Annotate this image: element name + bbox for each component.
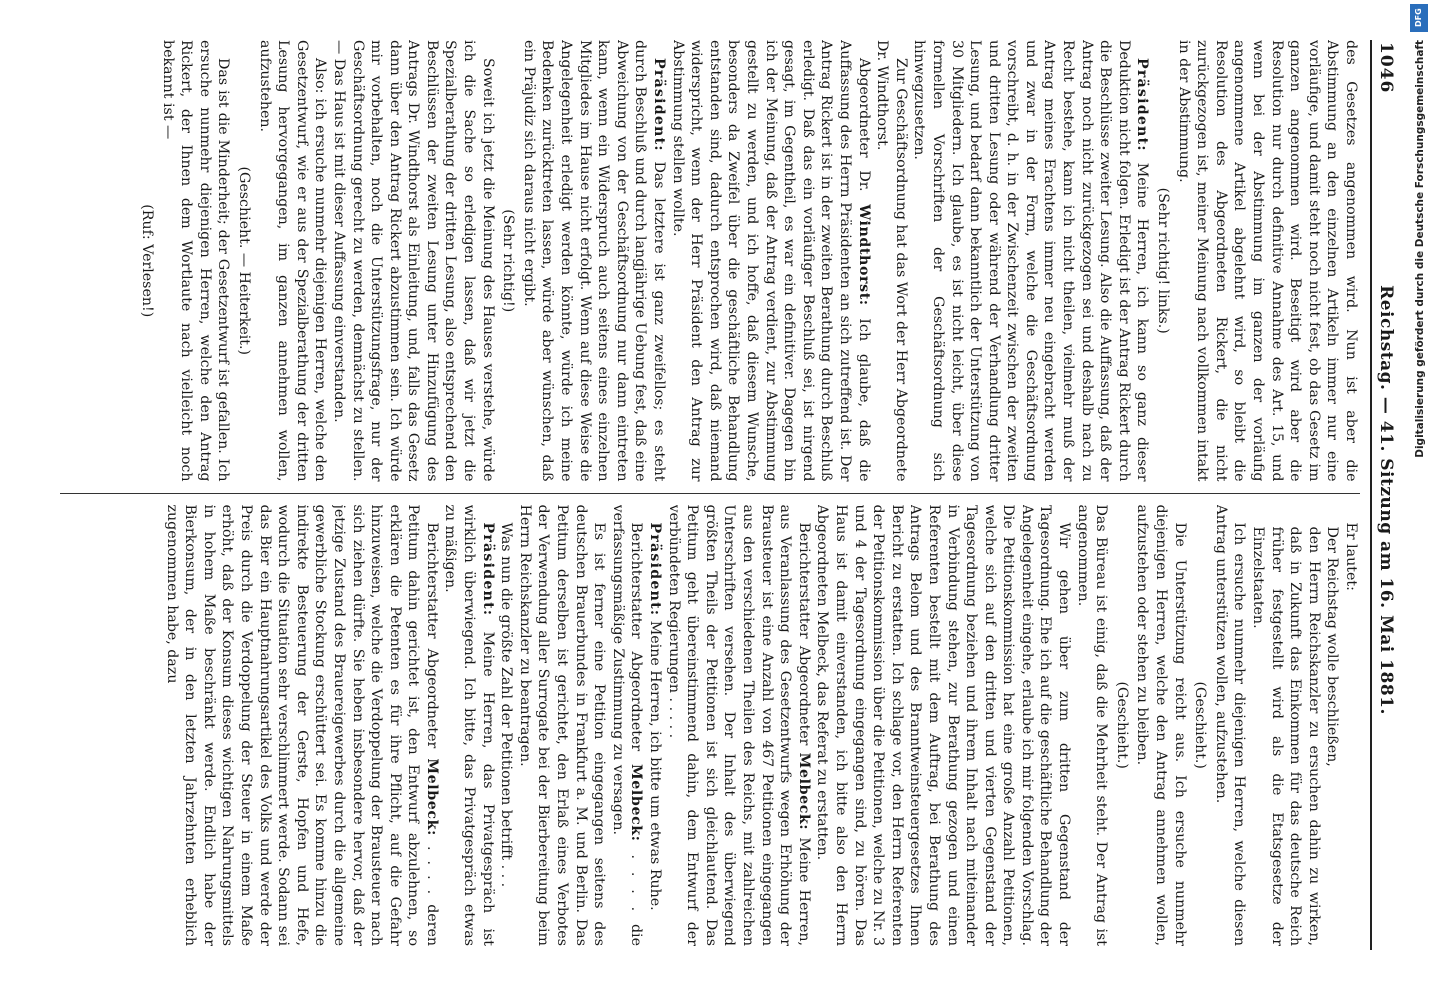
speaker-label: Präsident: bbox=[647, 522, 664, 617]
paragraph bbox=[668, 40, 873, 482]
speaker-title: Berichterstatter Abgeordneter bbox=[628, 522, 645, 764]
interjection: (Geschieht.) bbox=[1113, 681, 1130, 769]
paragraph bbox=[519, 40, 668, 482]
left-column bbox=[60, 40, 1360, 482]
quoted-motion: den Herrn Reichskanzler zu ersuchen dahin zu wirken, daß in Zukunft das Einkommen für das deutsche Reich früher festgestellt wird als die Etatsgesetze der Einzelstaaten. bbox=[1250, 526, 1322, 946]
interjection: (Sehr richtig! links.) bbox=[1155, 187, 1172, 334]
speaker-title: Berichterstatter Abgeordneter bbox=[423, 522, 440, 759]
paragraph: Es ist ferner eine Petition eingegangen seitens des deutschen Brauerbundes in Frankfurt a. M. und Berlin. Das Petitum derselben ist gerichtet, den Erlaß eines Verbotes der Verwendung aller Surrogate bei der Bierbereitung beim Herrn Reichskanzler zu beantragen. bbox=[516, 504, 608, 946]
speech-text: . . . . die verfassungsmäßige Zustimmung zu versagen. bbox=[609, 504, 645, 946]
interjection: (Ruf: Verlesen!) bbox=[139, 204, 155, 318]
speech-text: Ich glaube, daß die Auffassung des Herrn Präsidenten an sich zutreffend ist. Der Antrag Rickert ist in der zweiten Berathung durch Beschluß erledigt. Daß das ein vorläufiger Beschluß sei, ist nirgend gesagt, im Gegentheil, es war ein definitiver. Dagegen bin ich der Meinung, daß der Antrag verdient, zur Abstimmung gestellt zu werden, und ich hoffe, daß diesem Wunsche, besonders da Zweifel über die geschäftliche Behandlung entstanden sind, dadurch entsprochen wird, daß niemand widerspricht, wenn der Herr Präsident den Antrag zur Abstimmung stellen wollte. bbox=[669, 40, 872, 482]
speaker-label: Präsident: bbox=[651, 58, 668, 152]
speaker-label: Präsident: bbox=[1134, 58, 1151, 152]
page-header bbox=[1370, 0, 1396, 1000]
speech-text: Meine Herren, ich kann so ganz dieser Deduktion nicht folgen. Erledigt ist der Antrag Rickert durch die Beschlüsse zweiter Lesung. Also die Auffassung, daß der Antrag noch nicht zurückgezogen sei und deshalb nach zu Recht bestehe, kann ich nicht theilen, vielmehr muß der Antrag meines Erachtens immer neu eingebracht werden und zwar in der Form, welche die Geschäftsordnung vorschreibt, d. h. in der Zwischenzeit zwischen der zweiten und dritten Lesung oder während der Verhandlung dritter Lesung, und bedarf dann bekanntlich der Unterstützung von 30 Mitgliedern. Ich glaube, es ist nicht leicht, über diese formellen Vorschriften der Geschäftsordnung sich hinwegzusetzen. bbox=[911, 40, 1151, 482]
paragraph: des Gesetzes angenommen wird. Nun ist aber die Abstimmung an den einzelnen Artikeln immer nur eine vorläufige, und damit steht noch nicht fest, ob das Gesetz im ganzen angenommen wird. Beseitigt wird aber die Resolution nur durch definitive Annahme des Art. 15, und wenn bei der Abstimmung im ganzen der vorläufig angenommene Artikel abgelehnt wird, so bleibt die Resolution des Abgeordneten Rickert, die nicht zurückgezogen ist, meiner Meinung nach vollkommen intakt in der Abstimmung. bbox=[1175, 40, 1359, 482]
interjection: (Geschieht.) bbox=[1192, 681, 1209, 769]
paragraph: Soweit ich jetzt die Meinung des Hauses verstehe, würde ich die Sache so erledigen lassen, daß wir jetzt die Spezialberathung der dritten Lesung, also entsprechend den Beschlüssen der zweiten Lesung unter Hinzufügung des Antrags Dr. Windthorst als Einleitung, und, falls das Gesetz dann über den Antrag Rickert abzustimmen sein. Ich würde mir vorbehalten, noch die Unterstützungsfrage, nur der Geschäftsordnung gerecht zu werden, demnächst zu stellen. — Das Haus ist mit dieser Auffassung einverstanden. bbox=[330, 40, 496, 482]
quoted-motion: Der Reichstag wolle beschließen, bbox=[1324, 526, 1341, 767]
speech-text: . . . . deren Petitum dahin gerichtet ist, den Entwurf abzulehnen, so erklären die Petenten es für ihre Pflicht, auf die Gefahr hinzuweisen, welche die Verdoppelung der Brausteuer nach sich ziehen dürfte. Sie heben insbesondere hervor, daß der jetzige Zustand des Brauereigewerbes durch die allgemeine gewerbliche Stockung erschüttert sei. Es komme hinzu die indirekte Besteuerung der Gerste, Hopfen und Hefe, wodurch die Situation sehr verschlimmert werde. Sodann sei das Bier ein Hauptnahrungsartikel des Volks und werde der Preis durch die Verdoppelung der Steuer in einem Maße erhöht, daß der Konsum dieses wichtigen Nahrungsmittels in hohem Maße beschränkt werde. Endlich habe der Bierkonsum, der in den letzten Jahrzehnten erheblich zugenommen habe, dazu bbox=[163, 504, 440, 946]
speech-text: Meine Herren, aus Veranlassung des Gesetzentwurfs wegen Erhöhung der Brausteuer ist eine Anzahl von 467 Petitionen eingegangen aus den verschiedenen Theilen des Reichs, mit zahlreichen Unterschriften versehen. Der Inhalt des überwiegend größten Theils der Petitionen ist sich gleichlautend. Das Petitum geht übereinstimmend dahin, dem Entwurf der verbündeten Regierungen . . . . . bbox=[665, 504, 812, 946]
speaker-label: Windthorst: bbox=[855, 204, 872, 306]
speech-text: Das letztere ist ganz zweifellos; es steht durch Beschluß und durch langjährige Uebung fest, daß eine Abweichung von der Geschäftsordnung nur dann eintreten kann, wenn ein Widerspruch auch seitens eines einzelnen Mitgliedes im Hause nicht erfolgt. Wenn auf diese Weise die Angelegenheit erledigt werden könnte, würde ich meine Bedenken zurücktreten lassen, würde aber wünschen, daß ein Präjudiz sich daraus nicht ergibt. bbox=[520, 40, 668, 482]
paragraph: Wir gehen über zum dritten Gegenstand der Tagesordnung. Ehe ich auf die geschäftliche Behandlung der Angelegenheit eingehe, erlaube ich mir folgenden Vorschlag. Die Petitionskommission hat eine große Anzahl Petitionen, welche sich auf den dritten und vierten Gegenstand der Tagesordnung beziehen und ihrem Inhalt nach miteinander in Verbindung stehen, zur Berathung gezogen und einen Referenten bestellt mit dem Auftrag, bei Berathung des Antrags Belom und des Branntweinsteuergesetzes Ihnen Bericht zu erstatten. Ich schlage vor, den Herrn Referenten der Petitionskommission über die Petitionen, welche zu Nr. 3 und 4 der Tagesordnung eingegangen sind, zu hören. Das Haus ist damit einverstanden, ich bitte also den Herrn Abgeordneten Melbeck, das Referat zu erstatten. bbox=[814, 504, 1073, 946]
column-divider bbox=[60, 493, 1360, 494]
speech-text: Meine Herren, das Privatgespräch ist wirklich überwiegend. Ich bitte, das Privatgespräch etwas zu mäßigen. bbox=[442, 504, 496, 946]
speaker-title: Abgeordneter Dr. bbox=[855, 58, 872, 205]
running-title: Reichstag. — 41. Sitzung am 16. Mai 1881. bbox=[1376, 285, 1396, 715]
paragraph bbox=[441, 505, 497, 947]
speaker-label: Melbeck: bbox=[423, 758, 440, 836]
dfg-credit-text: Digitalisierung gefördert durch die Deutsche Forschungsgemeinschaft bbox=[1414, 40, 1426, 458]
speaker-label: Melbeck: bbox=[628, 764, 645, 842]
paragraph: Das Büreau ist einig, daß die Mehrheit steht. Der Antrag ist angenommen. bbox=[1074, 504, 1110, 946]
paragraph: Was nun die größte Zahl der Petitionen betrifft . . . bbox=[498, 522, 515, 888]
paragraph: Das ist die Minderheit; der Gesetzentwurf ist gefallen. Ich ersuche nunmehr diejenigen Herren, welche den Antrag Rickert, der Ihnen dem Wortlaute nach vielleicht noch bekannt ist — bbox=[159, 40, 232, 482]
dfg-logo: DFG bbox=[1410, 4, 1428, 32]
paragraph: Er lautet: bbox=[1343, 522, 1359, 591]
paragraph bbox=[162, 505, 441, 947]
paragraph bbox=[645, 505, 664, 947]
paragraph bbox=[664, 505, 813, 947]
speaker-title: Berichterstatter Abgeordneter bbox=[795, 522, 812, 753]
paragraph: Also: ich ersuche nunmehr diejenigen Herren, welche den Gesetzentwurf, wie er aus der Spezialberathung der dritten Lesung hervorgegangen, im ganzen annehmen wollen, aufzustehen. bbox=[256, 40, 329, 482]
paragraph: Zur Geschäftsordnung hat das Wort der Herr Abgeordnete Dr. Windthorst. bbox=[874, 40, 909, 482]
speaker-label: Präsident: bbox=[479, 522, 496, 617]
paragraph: Ich ersuche nunmehr diejenigen Herren, welche diesen Antrag unterstützen wollen, aufzustehen. bbox=[1212, 504, 1248, 946]
text-columns bbox=[60, 40, 1360, 946]
paragraph bbox=[910, 40, 1152, 482]
speaker-label: Melbeck: bbox=[795, 752, 812, 831]
paragraph bbox=[608, 505, 645, 947]
dfg-credit-bar bbox=[1407, 0, 1429, 1000]
header-rule bbox=[1370, 40, 1372, 950]
paragraph: Die Unterstützung reicht aus. Ich ersuche nunmehr diejenigen Herren, welche den Antrag annehmen wollen, aufzustehen oder stehen zu bleiben. bbox=[1134, 504, 1188, 946]
speech-text: Meine Herren, ich bitte um etwas Ruhe. bbox=[647, 616, 664, 911]
right-column bbox=[60, 505, 1360, 947]
page-number: 1046 bbox=[1376, 42, 1396, 94]
interjection: (Sehr richtig!) bbox=[500, 209, 517, 313]
interjection: (Geschieht. — Heiterkeit.) bbox=[235, 166, 252, 356]
